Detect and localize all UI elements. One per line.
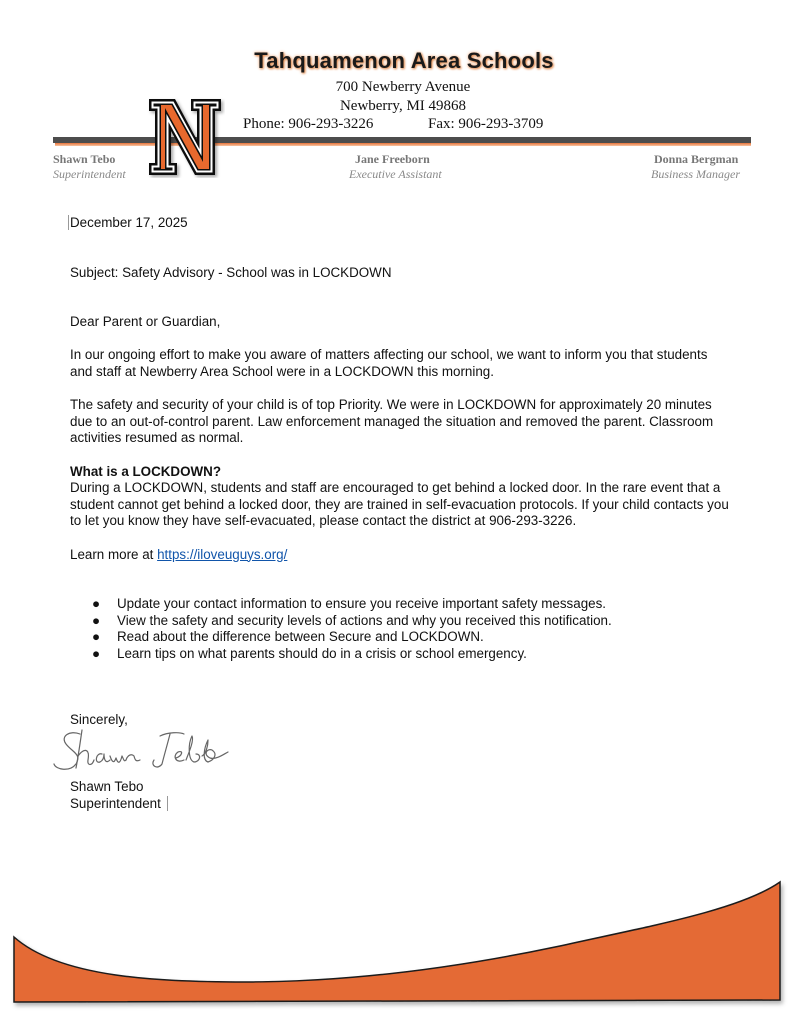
list-item bbox=[70, 646, 730, 663]
resource-list bbox=[70, 596, 730, 662]
footer-wave-decoration bbox=[0, 860, 795, 1024]
paragraph-lockdown-explanation: During a LOCKDOWN, students and staff are encouraged to get behind a locked door. In the rare event that a student cannot get behind a locked door, they are trained in self-evacuation protocols. If your child contacts you to let you know they have self-evacuated, please contact the district at 906-293-3226. bbox=[70, 480, 729, 529]
text-cursor bbox=[167, 796, 168, 811]
staff-name-executive-assistant: Jane Freeborn bbox=[355, 152, 430, 166]
list-item-text: Update your contact information to ensure you receive important safety messages. bbox=[117, 596, 607, 612]
letter-subject: Subject: Safety Advisory - School was in LOCKDOWN bbox=[70, 264, 392, 280]
bullet-icon: ● bbox=[92, 629, 101, 645]
bullet-icon: ● bbox=[92, 612, 101, 628]
letter-closing: Sincerely, bbox=[70, 712, 128, 728]
learn-more-prefix: Learn more at bbox=[70, 546, 158, 562]
letter-date: December 17, 2025 bbox=[70, 215, 188, 230]
list-item-text: View the safety and security levels of actions and why you received this notification. bbox=[117, 612, 612, 628]
bullet-icon: ● bbox=[92, 645, 101, 661]
signer-name: Shawn Tebo bbox=[70, 779, 144, 795]
staff-title-superintendent: Superintendent bbox=[53, 167, 126, 181]
signer-title-line bbox=[70, 796, 730, 813]
letter-date-line bbox=[70, 215, 730, 232]
staff-title-business-manager: Business Manager bbox=[651, 167, 740, 181]
learn-more-line bbox=[70, 547, 730, 564]
address-line-2: Newberry, MI 49868 bbox=[339, 98, 467, 114]
fax-number: Fax: 906-293-3709 bbox=[428, 116, 544, 132]
letter-body bbox=[70, 215, 730, 812]
paragraph-incident: The safety and security of your child is of top Priority. We were in LOCKDOWN for approximately 20 minutes due to an out-of-control parent. Law enforcement managed the situation and removed the parent. Classroom activities resumed as normal. bbox=[70, 397, 714, 446]
list-item-text: Read about the difference between Secure and LOCKDOWN. bbox=[117, 629, 484, 645]
list-item-text: Learn tips on what parents should do in a crisis or school emergency. bbox=[117, 645, 527, 661]
paragraph-intro: In our ongoing effort to make you aware of matters affecting our school, we want to inform you that students and staff at Newberry Area School were in a LOCKDOWN this morning. bbox=[70, 347, 708, 379]
letter-salutation: Dear Parent or Guardian, bbox=[70, 314, 221, 330]
phone-number: Phone: 906-293-3226 bbox=[243, 116, 374, 132]
school-logo-n-icon bbox=[145, 96, 225, 178]
list-item bbox=[70, 629, 730, 646]
handwritten-signature bbox=[52, 726, 232, 776]
staff-title-executive-assistant: Executive Assistant bbox=[349, 167, 442, 181]
staff-name-superintendent: Shawn Tebo bbox=[53, 152, 116, 166]
staff-name-business-manager: Donna Bergman bbox=[654, 152, 739, 166]
address-line-1: 700 Newberry Avenue bbox=[335, 79, 471, 95]
text-cursor bbox=[68, 215, 69, 230]
bullet-icon: ● bbox=[92, 596, 101, 612]
iloveuguys-link[interactable]: https://iloveuguys.org/ bbox=[157, 546, 288, 562]
list-item bbox=[70, 596, 730, 613]
signer-title: Superintendent bbox=[70, 795, 161, 811]
list-item bbox=[70, 613, 730, 630]
org-name: Tahquamenon Area Schools bbox=[254, 48, 554, 73]
section-heading: What is a LOCKDOWN? bbox=[70, 463, 222, 479]
